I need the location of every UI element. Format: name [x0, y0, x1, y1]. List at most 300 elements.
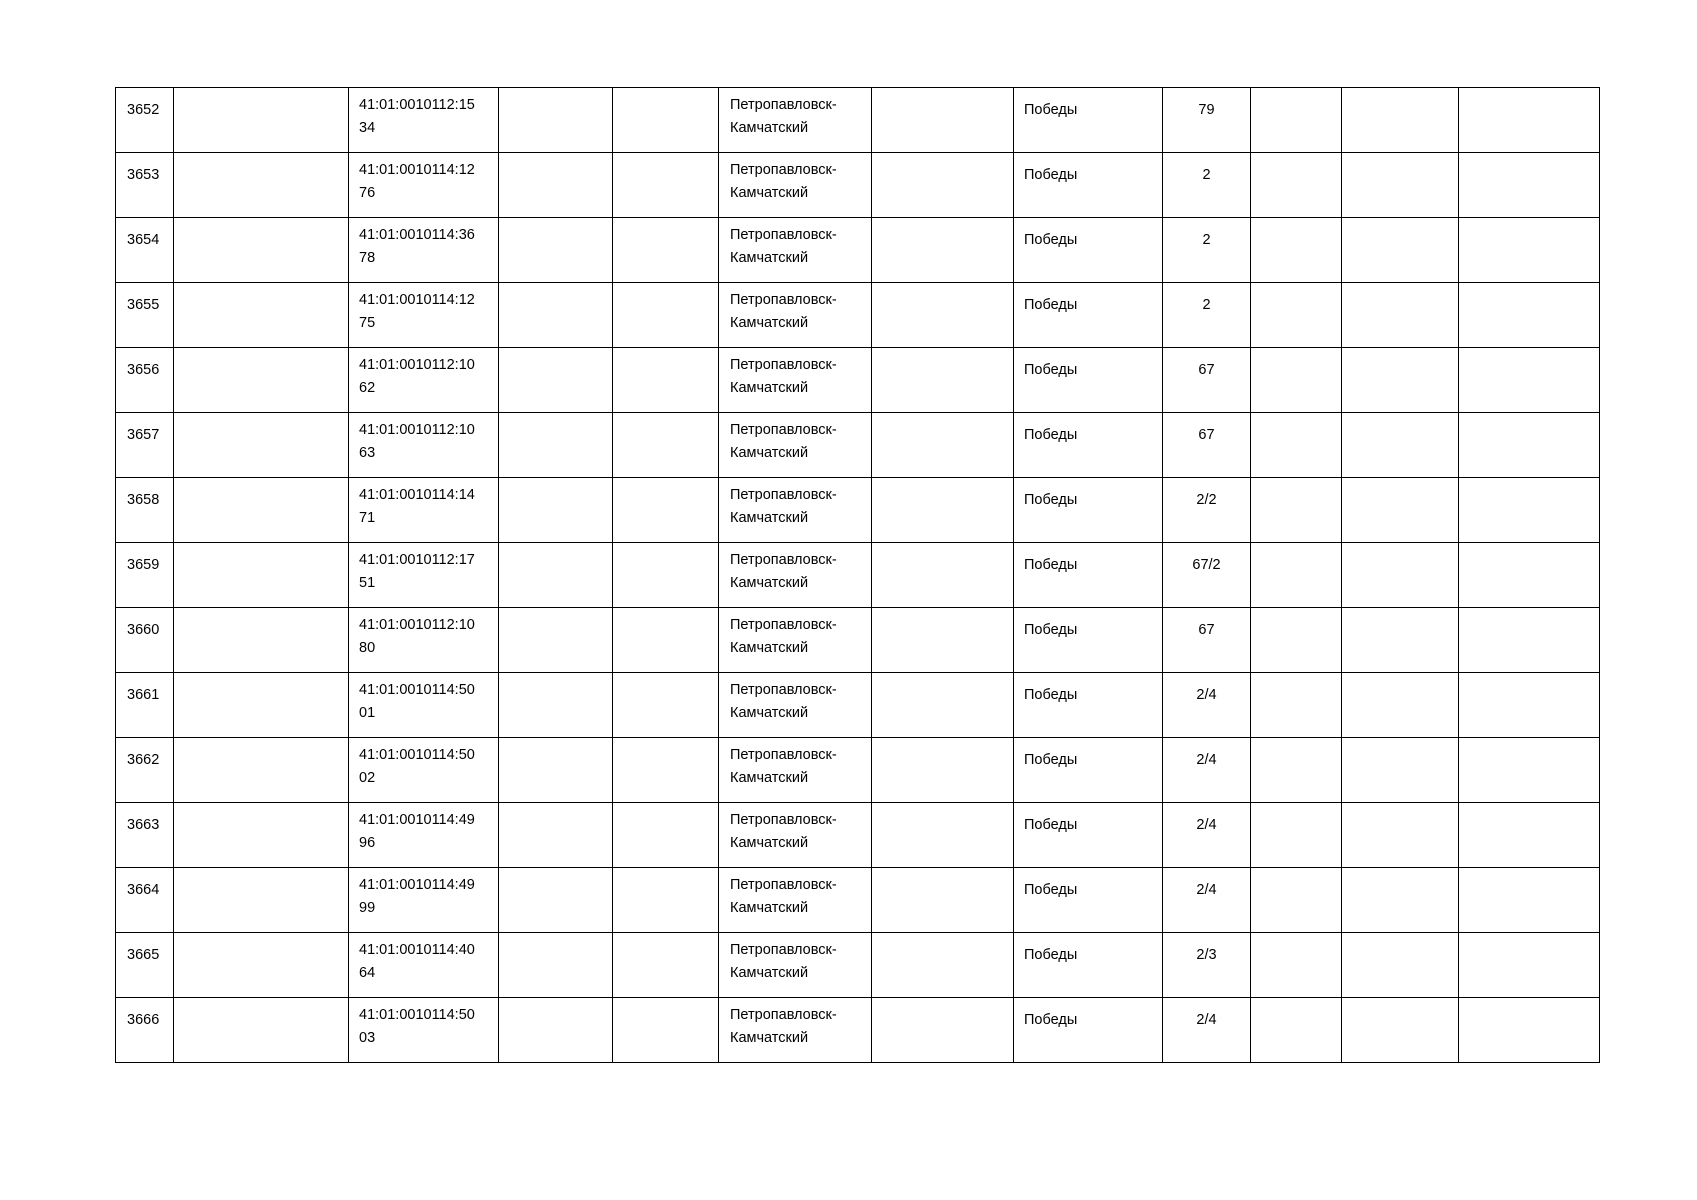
cell-empty-c — [613, 153, 719, 218]
cell-empty-f — [1342, 738, 1459, 803]
cell-house — [1163, 88, 1251, 153]
street-name: Победы — [1024, 167, 1078, 183]
house-number: 2/3 — [1196, 947, 1217, 963]
row-number: 3666 — [127, 1012, 160, 1028]
cadastral-number-line2: 02 — [359, 770, 376, 786]
city-line1: Петропавловск- — [730, 877, 837, 893]
street-name: Победы — [1024, 427, 1078, 443]
row-number: 3660 — [127, 622, 160, 638]
cell-house — [1163, 933, 1251, 998]
row-number: 3665 — [127, 947, 160, 963]
cell-empty-c — [613, 88, 719, 153]
cell-empty-e — [1251, 543, 1342, 608]
cell-city — [719, 673, 872, 738]
table-row — [116, 933, 1600, 998]
cadastral-number-line2: 76 — [359, 185, 376, 201]
cadastral-number-line2: 51 — [359, 575, 376, 591]
cell-empty-b — [499, 218, 613, 283]
cell-house — [1163, 608, 1251, 673]
cadastral-number-line1: 41:01:0010114:12 — [359, 162, 475, 178]
city-line1: Петропавловск- — [730, 552, 837, 568]
cell-empty-d — [872, 283, 1014, 348]
cell-house — [1163, 283, 1251, 348]
cadastral-number-line1: 41:01:0010114:14 — [359, 487, 475, 503]
street-name: Победы — [1024, 687, 1078, 703]
cell-street — [1014, 868, 1163, 933]
cell-empty-e — [1251, 608, 1342, 673]
cell-city — [719, 348, 872, 413]
cell-cad — [349, 803, 499, 868]
street-name: Победы — [1024, 1012, 1078, 1028]
city-line2: Камчатский — [730, 835, 809, 851]
street-name: Победы — [1024, 817, 1078, 833]
city-line2: Камчатский — [730, 965, 809, 981]
cell-street — [1014, 933, 1163, 998]
cell-house — [1163, 153, 1251, 218]
cell-city — [719, 868, 872, 933]
cadastral-number-line2: 80 — [359, 640, 376, 656]
cell-cad — [349, 673, 499, 738]
cell-empty-b — [499, 283, 613, 348]
cell-empty-c — [613, 998, 719, 1063]
street-name: Победы — [1024, 297, 1078, 313]
cell-empty-c — [613, 673, 719, 738]
street-name: Победы — [1024, 492, 1078, 508]
cell-num — [116, 283, 174, 348]
cell-house — [1163, 478, 1251, 543]
cell-city — [719, 543, 872, 608]
cadastral-number-line2: 63 — [359, 445, 376, 461]
cell-street — [1014, 998, 1163, 1063]
cell-empty-a — [174, 673, 349, 738]
cell-empty-a — [174, 88, 349, 153]
cell-empty-g — [1459, 543, 1600, 608]
cell-num — [116, 88, 174, 153]
cadastral-number-line1: 41:01:0010112:15 — [359, 97, 475, 113]
cadastral-number-line1: 41:01:0010114:50 — [359, 682, 475, 698]
cell-city — [719, 608, 872, 673]
row-number: 3653 — [127, 167, 160, 183]
street-name: Победы — [1024, 882, 1078, 898]
cell-cad — [349, 283, 499, 348]
cell-city — [719, 88, 872, 153]
cell-empty-a — [174, 478, 349, 543]
cell-empty-b — [499, 738, 613, 803]
table-row — [116, 413, 1600, 478]
cell-city — [719, 413, 872, 478]
cell-empty-b — [499, 348, 613, 413]
house-number: 2/4 — [1196, 817, 1217, 833]
cell-empty-c — [613, 478, 719, 543]
cell-city — [719, 218, 872, 283]
cell-empty-d — [872, 803, 1014, 868]
house-number: 2 — [1202, 232, 1211, 248]
house-number: 2/4 — [1196, 1012, 1217, 1028]
house-number: 2 — [1202, 297, 1211, 313]
city-line1: Петропавловск- — [730, 747, 837, 763]
cell-empty-g — [1459, 348, 1600, 413]
city-line1: Петропавловск- — [730, 357, 837, 373]
cell-empty-f — [1342, 413, 1459, 478]
city-line2: Камчатский — [730, 705, 809, 721]
cell-empty-b — [499, 868, 613, 933]
cell-empty-f — [1342, 803, 1459, 868]
cadastral-number-line1: 41:01:0010114:12 — [359, 292, 475, 308]
city-line1: Петропавловск- — [730, 162, 837, 178]
table-row — [116, 673, 1600, 738]
table-row — [116, 608, 1600, 673]
cadastral-number-line2: 34 — [359, 120, 376, 136]
cell-empty-b — [499, 998, 613, 1063]
row-number: 3662 — [127, 752, 160, 768]
cell-cad — [349, 608, 499, 673]
cell-empty-b — [499, 413, 613, 478]
row-number: 3658 — [127, 492, 160, 508]
house-number: 2/2 — [1196, 492, 1217, 508]
row-number: 3652 — [127, 102, 160, 118]
cell-empty-c — [613, 218, 719, 283]
cell-empty-e — [1251, 673, 1342, 738]
cell-num — [116, 673, 174, 738]
cadastral-number-line1: 41:01:0010112:10 — [359, 617, 475, 633]
cell-num — [116, 998, 174, 1063]
cell-empty-e — [1251, 283, 1342, 348]
city-line2: Камчатский — [730, 445, 809, 461]
cell-street — [1014, 478, 1163, 543]
cadastral-number-line1: 41:01:0010114:49 — [359, 812, 475, 828]
cell-empty-e — [1251, 803, 1342, 868]
row-number: 3656 — [127, 362, 160, 378]
house-number: 67/2 — [1192, 557, 1221, 573]
cell-empty-b — [499, 803, 613, 868]
cell-house — [1163, 673, 1251, 738]
city-line1: Петропавловск- — [730, 227, 837, 243]
cell-empty-f — [1342, 88, 1459, 153]
cell-empty-f — [1342, 868, 1459, 933]
cell-num — [116, 218, 174, 283]
cell-city — [719, 738, 872, 803]
cell-empty-c — [613, 868, 719, 933]
cell-street — [1014, 608, 1163, 673]
cell-street — [1014, 88, 1163, 153]
cell-empty-a — [174, 933, 349, 998]
cell-empty-g — [1459, 413, 1600, 478]
row-number: 3661 — [127, 687, 160, 703]
cell-empty-e — [1251, 218, 1342, 283]
table-row — [116, 738, 1600, 803]
street-name: Победы — [1024, 557, 1078, 573]
house-number: 67 — [1198, 427, 1215, 443]
city-line2: Камчатский — [730, 640, 809, 656]
cell-empty-e — [1251, 868, 1342, 933]
cell-empty-a — [174, 998, 349, 1063]
cell-num — [116, 608, 174, 673]
house-number: 67 — [1198, 362, 1215, 378]
cell-cad — [349, 153, 499, 218]
cell-empty-b — [499, 673, 613, 738]
table-row — [116, 88, 1600, 153]
cell-empty-a — [174, 283, 349, 348]
cell-cad — [349, 413, 499, 478]
street-name: Победы — [1024, 232, 1078, 248]
cell-empty-c — [613, 608, 719, 673]
city-line1: Петропавловск- — [730, 422, 837, 438]
cell-empty-a — [174, 413, 349, 478]
cell-city — [719, 998, 872, 1063]
cell-cad — [349, 218, 499, 283]
cell-empty-a — [174, 868, 349, 933]
table-row — [116, 868, 1600, 933]
cell-street — [1014, 803, 1163, 868]
cadastral-number-line1: 41:01:0010114:49 — [359, 877, 475, 893]
cell-empty-d — [872, 413, 1014, 478]
cell-empty-e — [1251, 998, 1342, 1063]
cell-street — [1014, 348, 1163, 413]
cell-empty-d — [872, 348, 1014, 413]
cell-house — [1163, 868, 1251, 933]
cell-street — [1014, 543, 1163, 608]
house-number: 2/4 — [1196, 882, 1217, 898]
cell-empty-a — [174, 348, 349, 413]
cell-empty-b — [499, 153, 613, 218]
cell-city — [719, 153, 872, 218]
row-number: 3654 — [127, 232, 160, 248]
cell-cad — [349, 868, 499, 933]
cell-street — [1014, 738, 1163, 803]
cadastral-number-line2: 75 — [359, 315, 376, 331]
cell-empty-d — [872, 88, 1014, 153]
cell-empty-g — [1459, 803, 1600, 868]
cell-street — [1014, 673, 1163, 738]
cell-cad — [349, 738, 499, 803]
cell-empty-g — [1459, 478, 1600, 543]
cell-empty-d — [872, 608, 1014, 673]
city-line2: Камчатский — [730, 250, 809, 266]
cell-city — [719, 803, 872, 868]
cell-city — [719, 478, 872, 543]
city-line2: Камчатский — [730, 575, 809, 591]
cell-empty-d — [872, 673, 1014, 738]
table-row — [116, 218, 1600, 283]
cell-empty-c — [613, 543, 719, 608]
house-number: 2/4 — [1196, 687, 1217, 703]
cell-empty-f — [1342, 543, 1459, 608]
house-number: 2/4 — [1196, 752, 1217, 768]
row-number: 3663 — [127, 817, 160, 833]
table-row — [116, 153, 1600, 218]
cell-cad — [349, 998, 499, 1063]
cadastral-number-line1: 41:01:0010114:40 — [359, 942, 475, 958]
city-line2: Камчатский — [730, 900, 809, 916]
cell-num — [116, 738, 174, 803]
cell-empty-f — [1342, 608, 1459, 673]
cell-empty-d — [872, 868, 1014, 933]
city-line1: Петропавловск- — [730, 812, 837, 828]
cell-house — [1163, 738, 1251, 803]
city-line1: Петропавловск- — [730, 1007, 837, 1023]
cell-empty-c — [613, 738, 719, 803]
table-body — [116, 88, 1600, 1063]
cadastral-number-line1: 41:01:0010112:10 — [359, 357, 475, 373]
cell-empty-e — [1251, 88, 1342, 153]
city-line1: Петропавловск- — [730, 97, 837, 113]
cell-empty-g — [1459, 283, 1600, 348]
cell-num — [116, 153, 174, 218]
cell-empty-b — [499, 88, 613, 153]
cell-num — [116, 348, 174, 413]
street-name: Победы — [1024, 362, 1078, 378]
cell-num — [116, 933, 174, 998]
cell-house — [1163, 998, 1251, 1063]
cell-num — [116, 543, 174, 608]
table-row — [116, 998, 1600, 1063]
cadastral-number-line2: 62 — [359, 380, 376, 396]
street-name: Победы — [1024, 622, 1078, 638]
cadastral-number-line2: 96 — [359, 835, 376, 851]
table-row — [116, 803, 1600, 868]
cell-house — [1163, 543, 1251, 608]
table-row — [116, 283, 1600, 348]
cell-empty-g — [1459, 218, 1600, 283]
cell-empty-b — [499, 608, 613, 673]
cadastral-number-line1: 41:01:0010112:17 — [359, 552, 475, 568]
cell-empty-a — [174, 218, 349, 283]
cadastral-number-line1: 41:01:0010114:36 — [359, 227, 475, 243]
cell-empty-a — [174, 543, 349, 608]
house-number: 79 — [1198, 102, 1215, 118]
cell-empty-d — [872, 738, 1014, 803]
cell-empty-g — [1459, 868, 1600, 933]
cadastral-number-line1: 41:01:0010112:10 — [359, 422, 475, 438]
cell-street — [1014, 283, 1163, 348]
cadastral-number-line2: 99 — [359, 900, 376, 916]
cell-empty-e — [1251, 413, 1342, 478]
cell-cad — [349, 933, 499, 998]
cell-cad — [349, 348, 499, 413]
row-number: 3659 — [127, 557, 160, 573]
cell-empty-g — [1459, 153, 1600, 218]
cell-num — [116, 413, 174, 478]
cell-empty-f — [1342, 218, 1459, 283]
cell-empty-c — [613, 413, 719, 478]
cell-house — [1163, 413, 1251, 478]
row-number: 3657 — [127, 427, 160, 443]
cell-cad — [349, 478, 499, 543]
cell-empty-d — [872, 998, 1014, 1063]
city-line2: Камчатский — [730, 1030, 809, 1046]
cell-empty-e — [1251, 348, 1342, 413]
cell-empty-g — [1459, 608, 1600, 673]
cell-cad — [349, 543, 499, 608]
house-number: 67 — [1198, 622, 1215, 638]
cell-empty-f — [1342, 348, 1459, 413]
cell-house — [1163, 348, 1251, 413]
cell-empty-b — [499, 933, 613, 998]
cell-num — [116, 868, 174, 933]
city-line2: Камчатский — [730, 185, 809, 201]
cell-empty-d — [872, 933, 1014, 998]
cell-empty-a — [174, 738, 349, 803]
house-number: 2 — [1202, 167, 1211, 183]
table-row — [116, 348, 1600, 413]
cell-empty-b — [499, 543, 613, 608]
city-line2: Камчатский — [730, 315, 809, 331]
city-line2: Камчатский — [730, 380, 809, 396]
street-name: Победы — [1024, 947, 1078, 963]
cell-empty-g — [1459, 998, 1600, 1063]
table-row — [116, 543, 1600, 608]
cadastral-number-line2: 03 — [359, 1030, 376, 1046]
cell-empty-e — [1251, 478, 1342, 543]
city-line1: Петропавловск- — [730, 617, 837, 633]
cell-empty-b — [499, 478, 613, 543]
city-line2: Камчатский — [730, 510, 809, 526]
cell-city — [719, 933, 872, 998]
row-number: 3655 — [127, 297, 160, 313]
cell-empty-c — [613, 803, 719, 868]
city-line1: Петропавловск- — [730, 682, 837, 698]
cell-empty-d — [872, 543, 1014, 608]
cell-empty-a — [174, 803, 349, 868]
cell-street — [1014, 153, 1163, 218]
cell-empty-g — [1459, 673, 1600, 738]
cell-empty-e — [1251, 153, 1342, 218]
cell-empty-f — [1342, 933, 1459, 998]
city-line2: Камчатский — [730, 120, 809, 136]
cell-empty-a — [174, 153, 349, 218]
cell-empty-a — [174, 608, 349, 673]
cell-empty-g — [1459, 738, 1600, 803]
cell-street — [1014, 218, 1163, 283]
cell-empty-c — [613, 348, 719, 413]
cell-empty-d — [872, 478, 1014, 543]
table-row — [116, 478, 1600, 543]
register-table — [115, 87, 1600, 1063]
cell-empty-c — [613, 283, 719, 348]
cell-empty-g — [1459, 933, 1600, 998]
street-name: Победы — [1024, 752, 1078, 768]
cell-empty-d — [872, 218, 1014, 283]
city-line1: Петропавловск- — [730, 487, 837, 503]
cell-empty-f — [1342, 673, 1459, 738]
cadastral-number-line2: 71 — [359, 510, 376, 526]
cadastral-number-line2: 78 — [359, 250, 376, 266]
cell-city — [719, 283, 872, 348]
cell-empty-e — [1251, 933, 1342, 998]
cell-empty-f — [1342, 478, 1459, 543]
cell-empty-d — [872, 153, 1014, 218]
city-line2: Камчатский — [730, 770, 809, 786]
street-name: Победы — [1024, 102, 1078, 118]
cell-empty-f — [1342, 998, 1459, 1063]
cell-house — [1163, 803, 1251, 868]
cell-empty-e — [1251, 738, 1342, 803]
cadastral-number-line1: 41:01:0010114:50 — [359, 1007, 475, 1023]
cadastral-number-line1: 41:01:0010114:50 — [359, 747, 475, 763]
cell-num — [116, 478, 174, 543]
cell-street — [1014, 413, 1163, 478]
cell-house — [1163, 218, 1251, 283]
row-number: 3664 — [127, 882, 160, 898]
cell-cad — [349, 88, 499, 153]
cadastral-number-line2: 64 — [359, 965, 376, 981]
cell-empty-f — [1342, 283, 1459, 348]
cell-empty-c — [613, 933, 719, 998]
city-line1: Петропавловск- — [730, 292, 837, 308]
city-line1: Петропавловск- — [730, 942, 837, 958]
cadastral-number-line2: 01 — [359, 705, 376, 721]
cell-empty-f — [1342, 153, 1459, 218]
